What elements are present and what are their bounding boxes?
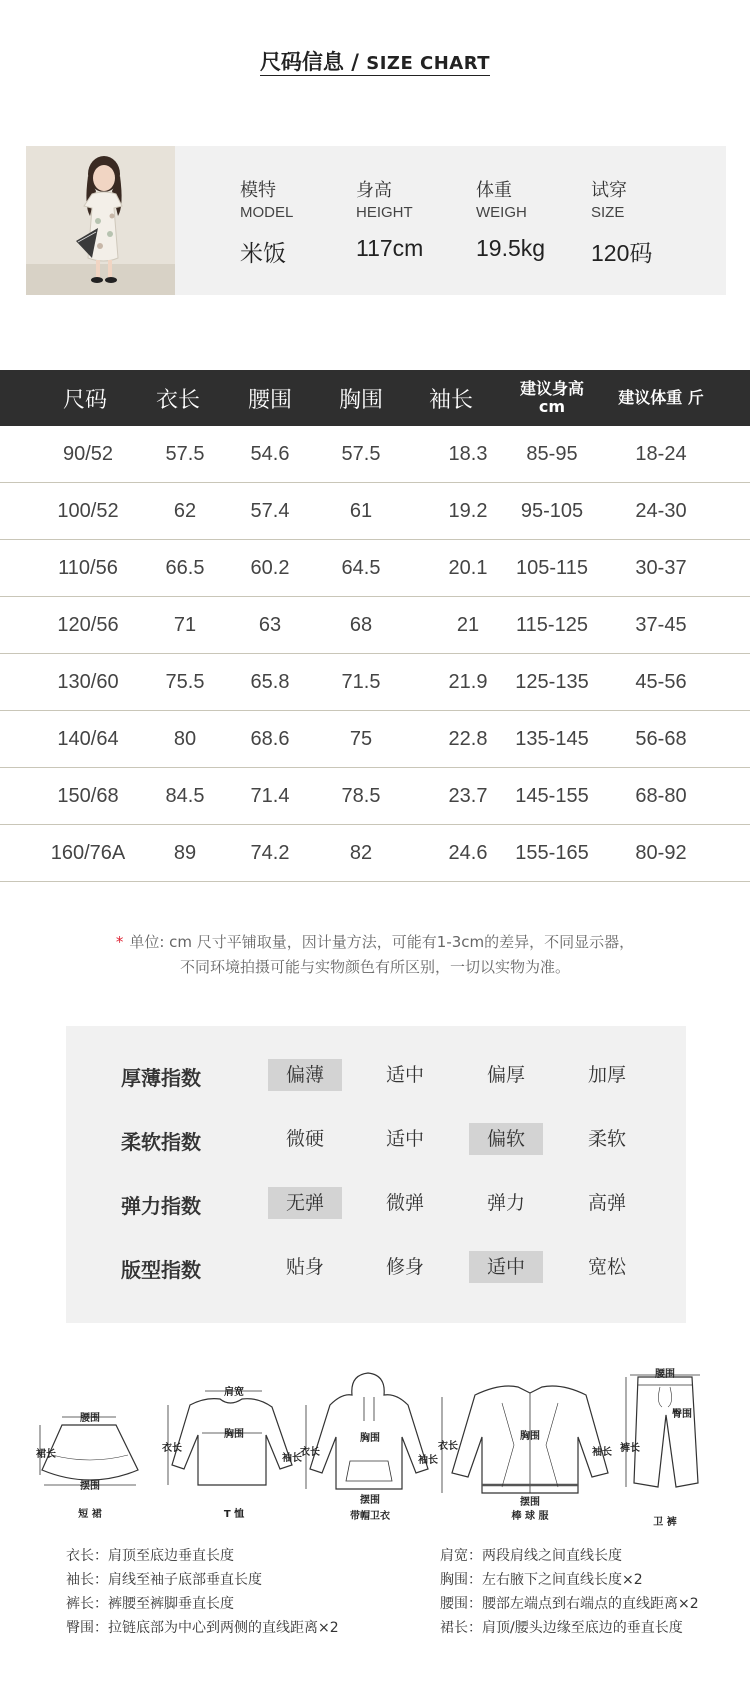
table-cell: 57.5 (341, 442, 381, 465)
table-cell: 100/52 (57, 499, 119, 522)
table-cell: 21 (456, 613, 480, 636)
table-cell: 160/76A (50, 841, 126, 864)
tshirt-sleeve-label: 袖长 (282, 1453, 302, 1464)
index-label: 厚薄指数 (121, 1066, 201, 1090)
note-line-2: 不同环境拍摄可能与实物颜色有所区别，一切以实物为准。 (179, 958, 570, 976)
table-cell: 20.1 (448, 556, 488, 579)
note-star: * (115, 933, 124, 951)
pants-name: 卫 裤 (653, 1517, 677, 1528)
measurement-note (0, 930, 750, 980)
table-cell: 89 (173, 841, 197, 864)
index-option: 贴身 (285, 1256, 324, 1278)
hoodie-sleeve-label: 袖长 (418, 1455, 438, 1466)
table-row (0, 540, 750, 597)
index-option-selected: 无弹 (268, 1187, 342, 1219)
model-info-card (26, 146, 726, 295)
header-suggested-height: 建议身高 cm (519, 379, 584, 416)
table-cell: 18.3 (448, 442, 488, 465)
table-cell: 78.5 (341, 784, 381, 807)
height-label-zh: 身高 (356, 180, 392, 201)
model-label-en: MODEL (240, 204, 294, 221)
table-cell: 105-115 (516, 556, 588, 579)
index-option: 弹力 (486, 1192, 525, 1214)
table-cell: 54.6 (250, 442, 290, 465)
definition-item: 裙长：肩顶/腰头边缘至底边的垂直长度 (440, 1620, 683, 1636)
jacket-hem-label: 摆围 (520, 1497, 540, 1508)
table-cell: 24-30 (635, 499, 687, 522)
index-option: 偏厚 (486, 1064, 525, 1086)
table-row (0, 768, 750, 825)
table-cell: 140/64 (57, 727, 119, 750)
weight-value: 19.5kg (476, 235, 546, 261)
index-option: 高弹 (587, 1192, 626, 1214)
note-line-1: 单位: cm 尺寸平铺取量，因计量方法，可能有1-3cm的差异，不同显示器， (129, 933, 635, 951)
table-cell: 135-145 (515, 727, 589, 750)
hoodie-hem-label: 摆围 (360, 1495, 380, 1506)
skirt-hem-label: 摆围 (80, 1481, 100, 1492)
size-table-header (0, 370, 750, 426)
index-option: 柔软 (587, 1128, 626, 1150)
hoodie-length-label: 衣长 (300, 1447, 320, 1458)
index-label: 版型指数 (121, 1258, 201, 1282)
table-cell: 74.2 (250, 841, 290, 864)
jacket-length-label: 衣长 (438, 1441, 458, 1452)
weight-label-en: WEIGH (476, 204, 527, 221)
table-cell: 57.5 (165, 442, 205, 465)
table-cell: 22.8 (448, 727, 488, 750)
index-option: 修身 (385, 1256, 424, 1278)
index-label: 柔软指数 (121, 1130, 201, 1154)
title-separator: / (351, 50, 359, 74)
index-option-selected: 偏薄 (268, 1059, 342, 1091)
table-cell: 90/52 (62, 442, 114, 465)
size-label-zh: 试穿 (591, 180, 627, 201)
table-cell: 82 (349, 841, 373, 864)
table-cell: 23.7 (448, 784, 488, 807)
page-title (0, 46, 750, 76)
index-option: 适中 (385, 1064, 424, 1086)
height-label-en: HEIGHT (356, 204, 413, 221)
table-cell: 68-80 (635, 784, 687, 807)
table-cell: 62 (173, 499, 197, 522)
skirt-name: 短 裙 (78, 1509, 102, 1520)
table-cell: 24.6 (448, 841, 488, 864)
table-cell: 30-37 (635, 556, 687, 579)
height-value: 117cm (356, 235, 424, 261)
table-row (0, 597, 750, 654)
index-option: 加厚 (587, 1064, 626, 1086)
index-option: 微硬 (285, 1128, 324, 1150)
jacket-name: 棒 球 服 (511, 1511, 549, 1522)
table-cell: 19.2 (448, 499, 488, 522)
definition-item: 袖长：肩线至袖子底部垂直长度 (66, 1572, 262, 1588)
size-label-en: SIZE (591, 204, 625, 221)
model-height-column (356, 176, 423, 262)
table-cell: 85-95 (526, 442, 578, 465)
header-chest: 胸围 (338, 387, 383, 413)
weight-label-zh: 体重 (476, 180, 512, 201)
definition-item: 衣长：肩顶至底边垂直长度 (66, 1548, 234, 1564)
table-cell: 150/68 (57, 784, 119, 807)
table-cell: 84.5 (165, 784, 205, 807)
table-row (0, 711, 750, 768)
model-weight-column (476, 176, 545, 262)
skirt-length-label: 裙长 (36, 1449, 56, 1460)
pants-hip-label: 臀围 (672, 1409, 692, 1420)
header-size: 尺码 (62, 387, 107, 413)
header-waist: 腰围 (247, 387, 292, 413)
garment-diagrams (30, 1365, 730, 1528)
table-cell: 63 (258, 613, 282, 636)
table-cell: 125-135 (515, 670, 589, 693)
table-cell: 75 (349, 727, 373, 750)
tshirt-shoulder-label: 肩宽 (224, 1387, 244, 1398)
table-cell: 64.5 (341, 556, 381, 579)
skirt-waist-label: 腰围 (80, 1413, 100, 1424)
index-option-selected: 适中 (469, 1251, 543, 1283)
table-cell: 56-68 (635, 727, 687, 750)
table-cell: 95-105 (520, 499, 584, 522)
index-option: 宽松 (587, 1256, 626, 1278)
definition-item: 裤长：裤腰至裤脚垂直长度 (66, 1596, 234, 1612)
table-cell: 75.5 (165, 670, 205, 693)
table-cell: 18-24 (635, 442, 687, 465)
hoodie-chest-label: 胸围 (360, 1433, 380, 1444)
model-label-zh: 模特 (240, 180, 276, 201)
table-row (0, 654, 750, 711)
table-cell: 110/56 (58, 556, 118, 579)
model-photo (26, 146, 175, 295)
definitions-left (66, 1544, 396, 1640)
model-name-value: 米饭 (240, 240, 286, 266)
table-cell: 71 (173, 613, 197, 636)
index-option: 微弹 (385, 1192, 424, 1214)
header-sleeve: 袖长 (428, 387, 473, 413)
table-row (0, 483, 750, 540)
header-suggested-weight: 建议体重 斤 (618, 388, 704, 407)
title-zh: 尺码信息 (259, 50, 344, 74)
pants-length-label: 裤长 (620, 1443, 640, 1454)
table-cell: 68.6 (250, 727, 290, 750)
table-row (0, 426, 750, 483)
index-label: 弹力指数 (121, 1194, 201, 1218)
table-cell: 60.2 (250, 556, 290, 579)
fabric-index-panel (66, 1026, 686, 1323)
table-cell: 45-56 (635, 670, 687, 693)
jacket-sleeve-label: 袖长 (592, 1447, 612, 1458)
definition-item: 胸围：左右腋下之间直线长度×2 (440, 1572, 643, 1588)
definition-item: 臀围：拉链底部为中心到两侧的直线距离×2 (66, 1620, 339, 1636)
table-cell: 145-155 (515, 784, 589, 807)
table-cell: 115-125 (516, 613, 588, 636)
table-cell: 155-165 (515, 841, 589, 864)
table-cell: 71.4 (250, 784, 290, 807)
index-option-selected: 偏软 (469, 1123, 543, 1155)
tshirt-name: T 恤 (223, 1509, 245, 1520)
table-cell: 130/60 (57, 670, 119, 693)
table-cell: 21.9 (448, 670, 488, 693)
tshirt-chest-label: 胸围 (224, 1429, 244, 1440)
definition-item: 肩宽：两段肩线之间直线长度 (440, 1548, 622, 1564)
title-en: SIZE CHART (366, 53, 491, 74)
table-cell: 80-92 (635, 841, 687, 864)
index-option: 适中 (385, 1128, 424, 1150)
definitions-right (440, 1544, 740, 1640)
model-size-column (591, 176, 652, 268)
table-cell: 57.4 (250, 499, 290, 522)
table-cell: 65.8 (250, 670, 290, 693)
model-name-column (240, 176, 293, 268)
size-value: 120码 (591, 240, 653, 266)
definition-item: 腰围：腰部左端点到右端点的直线距离×2 (440, 1596, 699, 1612)
pants-waist-label: 腰围 (655, 1369, 675, 1380)
header-length: 衣长 (155, 387, 200, 413)
table-cell: 120/56 (57, 613, 119, 636)
hoodie-name: 带帽卫衣 (350, 1511, 390, 1522)
table-row (0, 825, 750, 882)
table-cell: 71.5 (341, 670, 381, 693)
jacket-chest-label: 胸围 (520, 1431, 540, 1442)
table-cell: 37-45 (635, 613, 687, 636)
table-cell: 61 (349, 499, 373, 522)
tshirt-length-label: 衣长 (162, 1443, 182, 1454)
table-cell: 66.5 (165, 556, 205, 579)
table-cell: 80 (173, 727, 197, 750)
table-cell: 68 (349, 613, 373, 636)
